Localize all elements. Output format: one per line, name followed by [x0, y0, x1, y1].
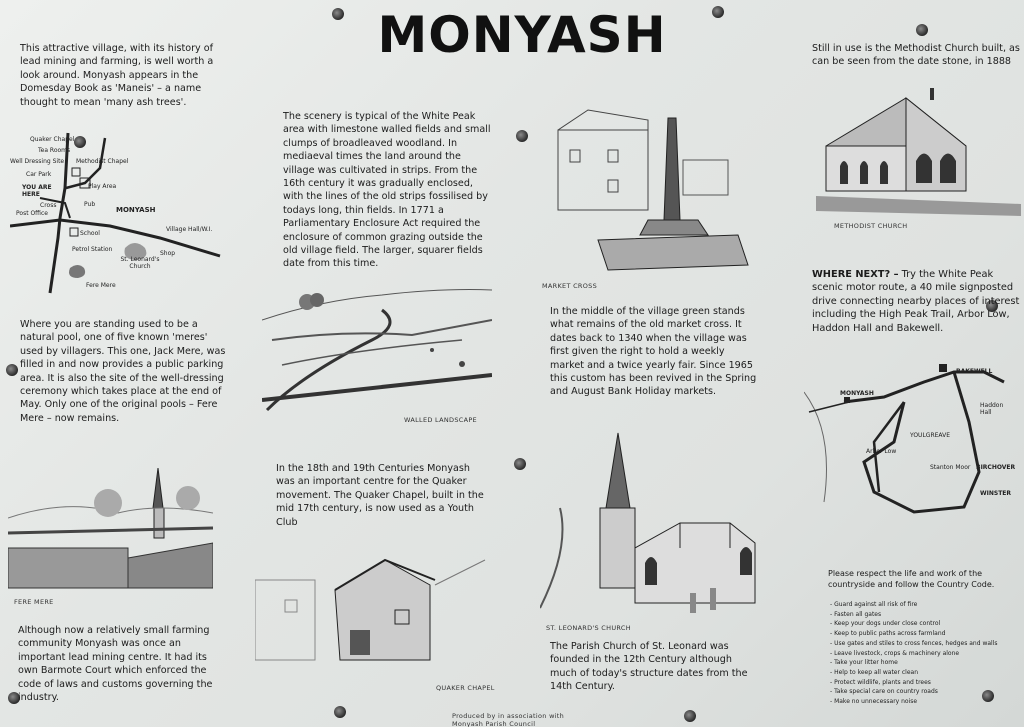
- where-next-body: Try the White Peak scenic motor route, a 40 mile signposted drive connecting nearby places of interest including the High Peak Trail, Arbor Low, Haddon Hall and Bakewell.: [812, 269, 1020, 334]
- walled-landscape-illustration: [262, 280, 492, 415]
- screw-center-icon: [514, 458, 526, 470]
- route-label-winster: WINSTER: [980, 490, 1012, 497]
- route-label-birchover: BIRCHOVER: [976, 464, 1016, 471]
- map-label-pub: Pub: [84, 201, 96, 208]
- where-next-text: [812, 268, 1022, 335]
- map-label-you-are-here: YOU ARE HERE: [22, 184, 52, 198]
- list-item: - Help to keep all water clean: [830, 668, 1020, 678]
- screw-top-right-icon: [916, 24, 928, 36]
- list-item: - Keep your dogs under close control: [830, 619, 1020, 629]
- list-item: - Protect wildlife, plants and trees: [830, 678, 1020, 688]
- intro-text: This attractive village, with its history of lead mining and farming, is well worth a look around. Monyash appears in the Domesday Book as 'Maneis' – a name thought to mean 'many ash trees'.: [20, 43, 214, 108]
- map-label-quaker-chapel: Quaker Chapel: [30, 136, 75, 143]
- fere-mere-illustration: [8, 458, 213, 598]
- where-next-heading: WHERE NEXT? –: [812, 269, 899, 280]
- map-label-monyash: MONYASH: [116, 206, 156, 214]
- route-label-arbor: Arbor Low: [866, 448, 897, 455]
- page-title: MONYASH: [377, 6, 667, 64]
- screw-bottom-right-icon: [684, 710, 696, 722]
- mere-text: Where you are standing used to be a natural pool, one of five known 'meres' used by villagers. This one, Jack Mere, was filled in and now provides a public parking area. It is also the site of the well-dressing ceremony which takes place at the end of May. Only one of the original pools – Fere Mere – now remains.: [20, 319, 226, 424]
- map-label-village-hall: Village Hall/W.I.: [166, 226, 213, 233]
- country-code-intro: Please respect the life and work of the countryside and follow the Country Code.: [828, 569, 995, 589]
- screw-bottom-mid-icon: [334, 706, 346, 718]
- map-label-school: School: [80, 230, 100, 237]
- caption-fere-mere: FERE MERE: [14, 598, 54, 606]
- country-code-list: [820, 600, 1020, 707]
- map-label-fere-mere: Fere Mere: [86, 282, 116, 289]
- credit-text: Produced by in association with Monyash Parish Council: [452, 712, 565, 727]
- list-item: - Take your litter home: [830, 658, 1020, 668]
- market-text: In the middle of the village green stands what remains of the old market cross. It dates back to 1340 when the village was first given the right to hold a weekly market and a twice yearly fair. Since 1965 this custom has been revived in the Spring and August Bank Holiday markets.: [550, 306, 757, 398]
- farming-text: Although now a relatively small farming community Monyash was once an important lead mining centre. It had its own Barmote Court which enforced the code of laws and customs governing the industry.: [18, 625, 213, 704]
- list-item: - Guard against all risk of fire: [830, 600, 1020, 610]
- church-text: The Parish Church of St. Leonard was founded in the 12th Century although much of today's structure dates from the 14th Century.: [550, 641, 748, 693]
- list-item: - Take special care on country roads: [830, 687, 1020, 697]
- list-item: - Make no unnecessary noise: [830, 697, 1020, 707]
- screw-top-mid-icon: [712, 6, 724, 18]
- list-item: - Fasten all gates: [830, 610, 1020, 620]
- route-label-stanton: Stanton Moor: [930, 464, 971, 471]
- map-label-cross: Cross: [40, 202, 57, 209]
- quaker-chapel-illustration: [255, 540, 495, 685]
- screw-top-left-icon: [332, 8, 344, 20]
- map-label-well-dressing: Well Dressing Site: [10, 158, 65, 165]
- methodist-text: Still in use is the Methodist Church built, as can be seen from the date stone, in 1888: [812, 43, 1020, 68]
- map-label-post-office: Post Office: [16, 210, 48, 217]
- map-label-tea-rooms: Tea Rooms: [38, 147, 71, 154]
- caption-quaker-chapel: QUAKER CHAPEL: [436, 684, 495, 692]
- scenery-text: The scenery is typical of the White Peak area with limestone walled fields and small clumps of broadleaved woodland. In mediaeval times the land around the village was cultivated in strips. From the 16th century it was gradually enclosed, with the lines of the old strips fossilised by todays long, thin fields. In 1771 a Parliamentary Enclosure Act required the enclosure of common grazing outside the old village field. The larger, squarer fields date from this time.: [283, 111, 491, 270]
- st-leonards-church-illustration: [540, 428, 765, 623]
- quaker-text: In the 18th and 19th Centuries Monyash was an important centre for the Quaker movement. The Quaker Chapel, built in the mid 17th century, is now used as a Youth Club: [276, 463, 484, 528]
- caption-walled-landscape: WALLED LANDSCAPE: [404, 416, 477, 424]
- methodist-church-illustration: [816, 86, 1021, 221]
- map-label-car-park: Car Park: [26, 171, 52, 178]
- route-label-bakewell: BAKEWELL: [956, 368, 993, 375]
- map-label-shop: Shop: [160, 250, 176, 257]
- route-label-monyash: MONYASH: [840, 390, 874, 397]
- list-item: - Keep to public paths across farmland: [830, 629, 1020, 639]
- map-label-st-leonards: St. Leonard's Church: [120, 256, 160, 270]
- market-cross-illustration: [548, 100, 758, 280]
- map-label-petrol: Petrol Station: [72, 246, 113, 253]
- list-item: - Leave livestock, crops & machinery alone: [830, 649, 1020, 659]
- route-label-youlgreave: YOULGREAVE: [910, 432, 951, 439]
- map-label-play-area: Play Area: [88, 183, 117, 190]
- screw-left-mid-icon: [6, 364, 18, 376]
- caption-methodist-church: METHODIST CHURCH: [834, 222, 908, 230]
- caption-market-cross: MARKET CROSS: [542, 282, 597, 290]
- caption-st-leonards: ST. LEONARD'S CHURCH: [546, 624, 631, 632]
- screw-mid-icon: [516, 130, 528, 142]
- list-item: - Use gates and stiles to cross fences, hedges and walls: [830, 639, 1020, 649]
- map-label-methodist: Methodist Chapel: [76, 158, 129, 165]
- route-label-haddon: Haddon Hall: [980, 402, 1004, 416]
